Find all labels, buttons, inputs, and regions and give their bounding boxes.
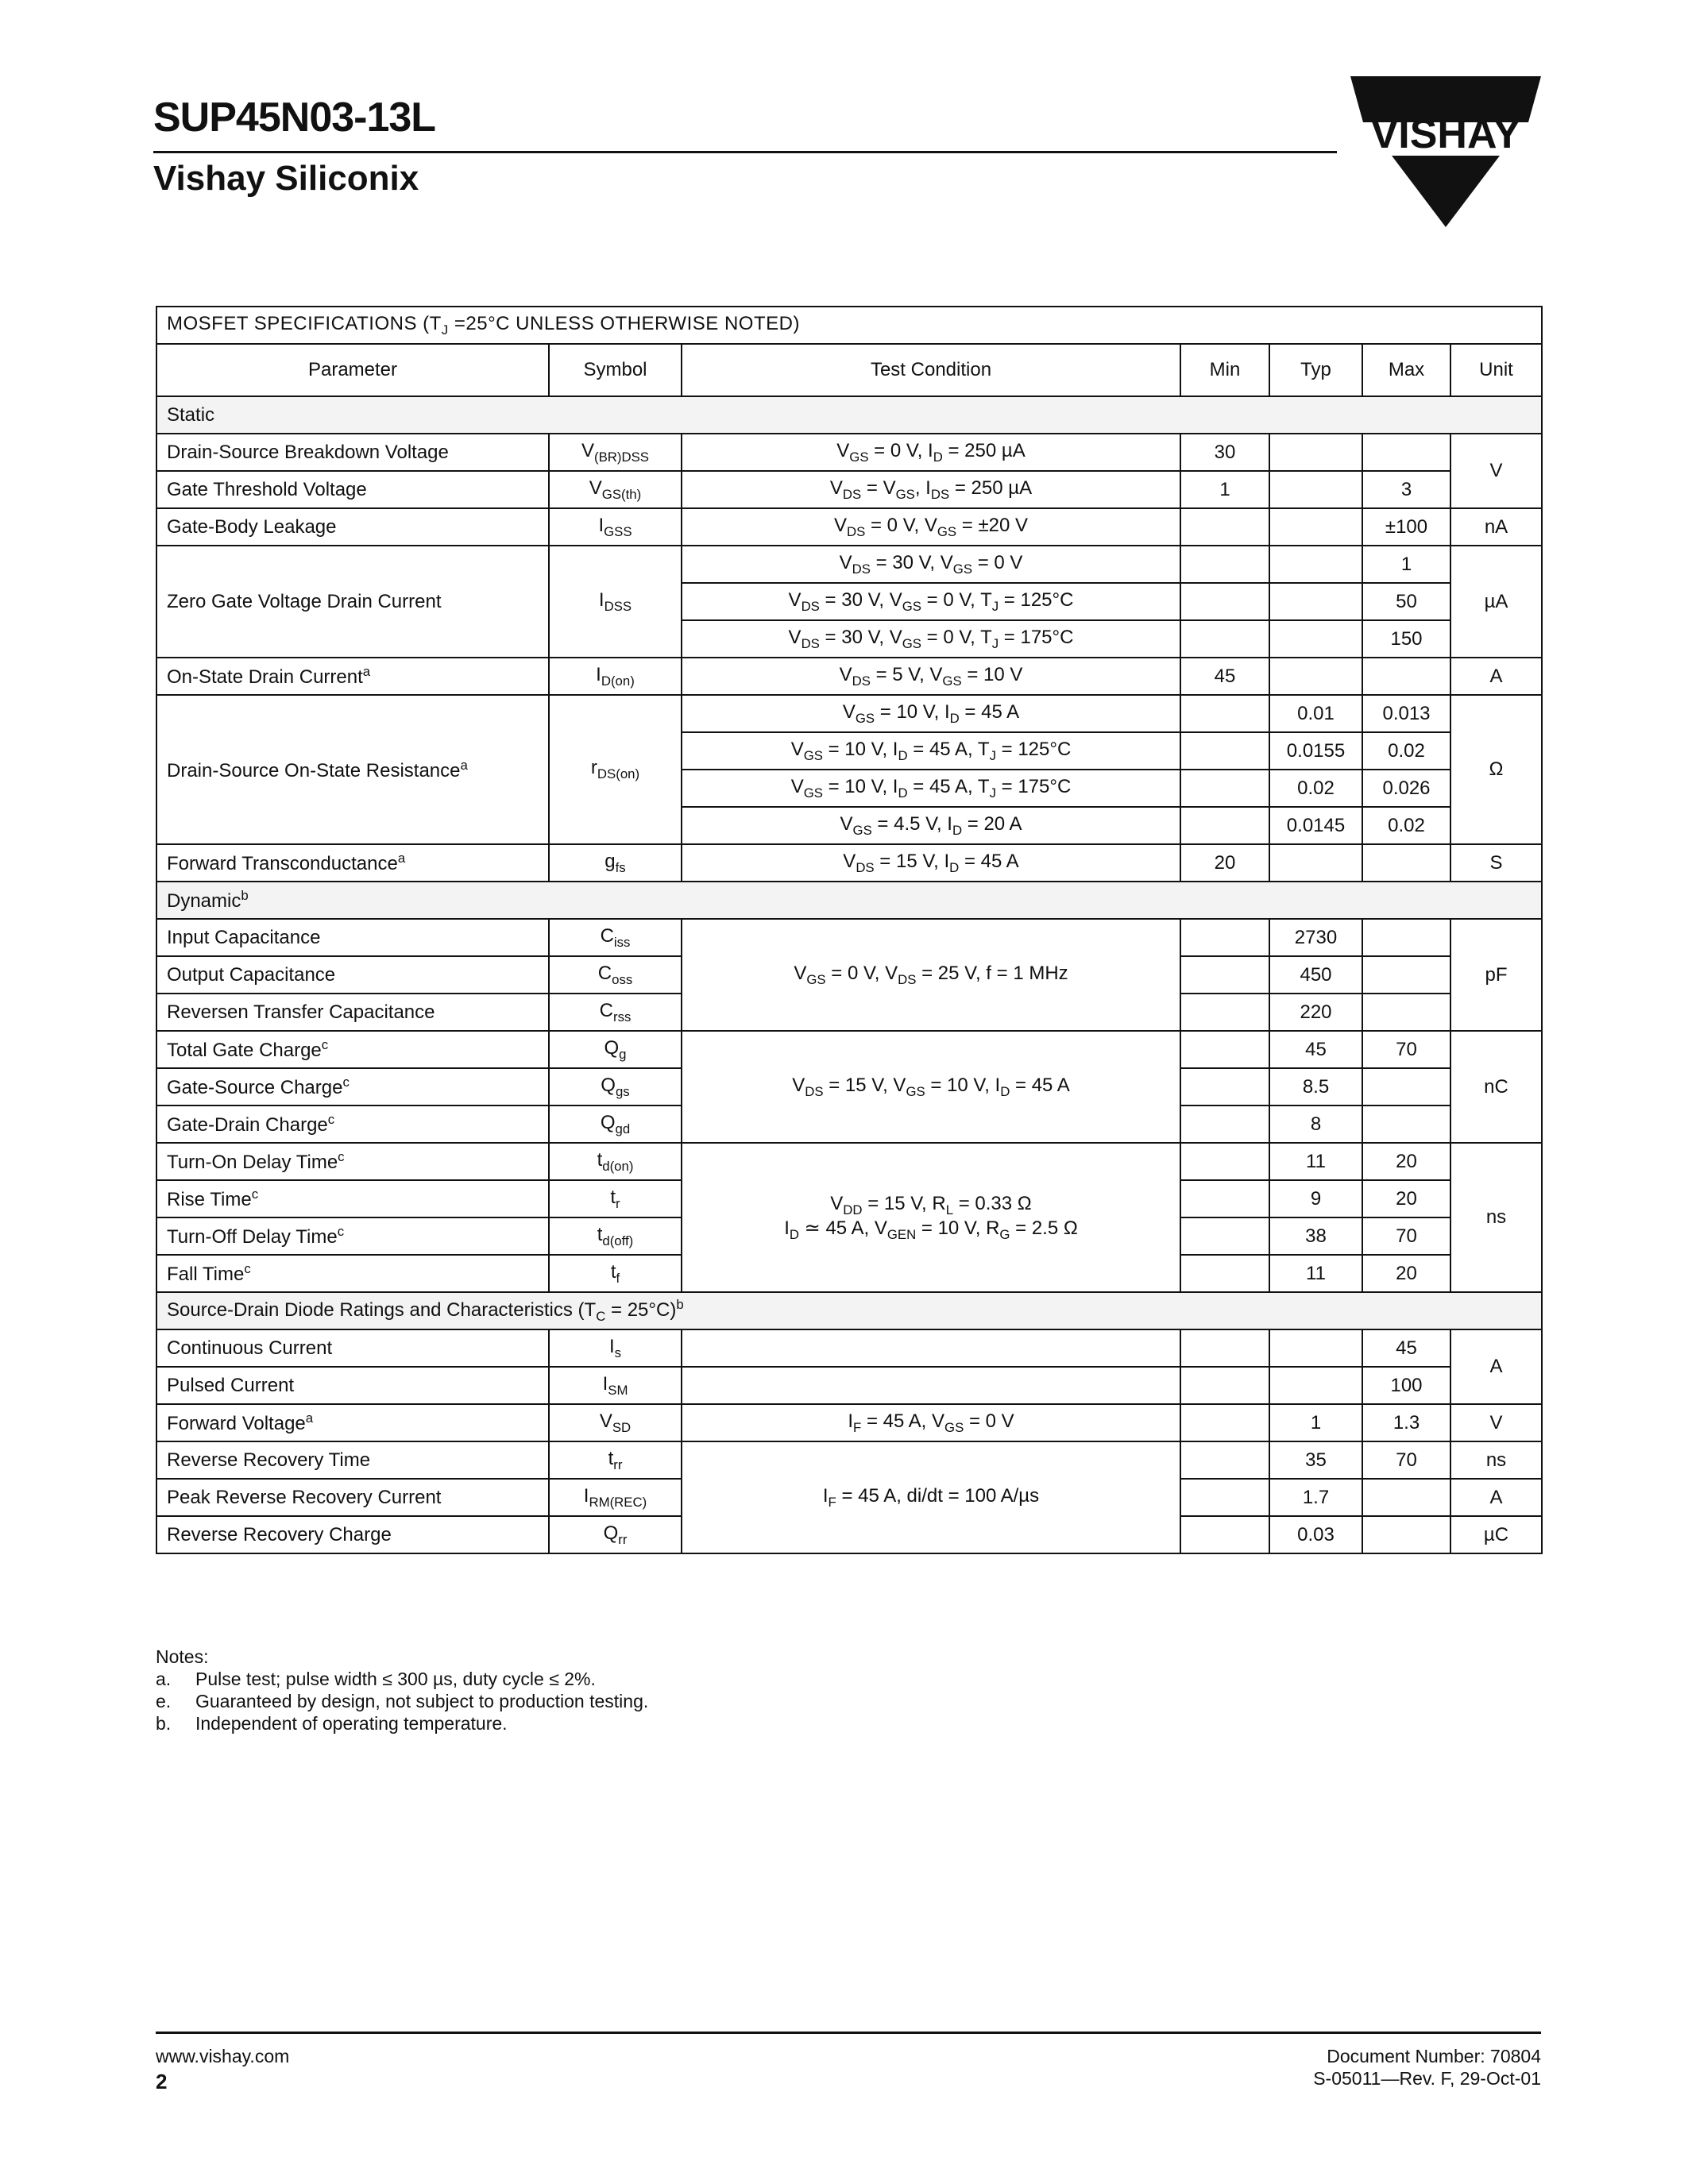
unit-cell: ns <box>1450 1143 1542 1292</box>
typ-cell: 0.0155 <box>1269 732 1362 770</box>
param-cell: Gate-Drain Charge$^c$ <box>156 1106 549 1143</box>
symbol-cell: $C_{rss}$ <box>549 994 682 1031</box>
param-cell: Input Capacitance <box>156 919 549 956</box>
notes-heading: Notes: <box>156 1646 209 1667</box>
min-cell <box>1180 508 1269 546</box>
vishay-logo-icon <box>1350 76 1541 227</box>
section-dynamic: Dynamic$^b$ <box>156 882 1542 919</box>
col-test-condition: Test Condition <box>682 344 1180 396</box>
condition-cell: $I_F = 45$ A, di/dt = 100 A/µs <box>682 1441 1180 1553</box>
max-cell <box>1362 658 1450 695</box>
max-cell: 0.026 <box>1362 770 1450 807</box>
min-cell <box>1180 770 1269 807</box>
typ-cell <box>1269 508 1362 546</box>
param-cell: Pulsed Current <box>156 1367 549 1404</box>
max-cell <box>1362 1106 1450 1143</box>
symbol-cell: $V_{GS(th)}$ <box>549 471 682 508</box>
condition-cell: $V_{GS} = 0$ V, $I_D = 250$ µA <box>682 434 1180 471</box>
param-cell: Drain-Source Breakdown Voltage <box>156 434 549 471</box>
max-cell: 0.02 <box>1362 732 1450 770</box>
typ-cell: 450 <box>1269 956 1362 994</box>
mosfet-spec-table <box>156 306 1543 1554</box>
param-cell: Reverse Recovery Charge <box>156 1516 549 1553</box>
param-cell: Rise Time$^c$ <box>156 1180 549 1217</box>
condition-cell: $V_{GS} = 0$ V, $V_{DS} = 25$ V, f = 1 MHz <box>682 919 1180 1031</box>
note-key: b. <box>156 1713 172 1734</box>
min-cell <box>1180 807 1269 844</box>
max-cell <box>1362 434 1450 471</box>
param-cell: Reverse Recovery Time <box>156 1441 549 1479</box>
max-cell: 20 <box>1362 1180 1450 1217</box>
col-max: Max <box>1362 344 1450 396</box>
max-cell <box>1362 994 1450 1031</box>
param-cell: Gate-Source Charge$^c$ <box>156 1068 549 1106</box>
table-row <box>156 844 1542 882</box>
typ-cell: 220 <box>1269 994 1362 1031</box>
max-cell: 0.013 <box>1362 695 1450 732</box>
symbol-cell: $V_{SD}$ <box>549 1404 682 1441</box>
unit-cell: pF <box>1450 919 1542 1031</box>
param-cell: Gate Threshold Voltage <box>156 471 549 508</box>
max-cell: 150 <box>1362 620 1450 658</box>
table-row <box>156 1404 1542 1441</box>
note-key: a. <box>156 1669 172 1689</box>
min-cell <box>1180 732 1269 770</box>
param-cell: Zero Gate Voltage Drain Current <box>156 546 549 658</box>
typ-cell: 0.03 <box>1269 1516 1362 1553</box>
unit-cell: A <box>1450 1479 1542 1516</box>
typ-cell <box>1269 583 1362 620</box>
note-item <box>156 1712 648 1734</box>
symbol-cell: $t_{d(on)}$ <box>549 1143 682 1180</box>
table-row <box>156 1143 1542 1180</box>
max-cell <box>1362 1068 1450 1106</box>
symbol-cell: $C_{iss}$ <box>549 919 682 956</box>
unit-cell: A <box>1450 658 1542 695</box>
symbol-cell: $t_r$ <box>549 1180 682 1217</box>
symbol-cell: $t_{d(off)}$ <box>549 1217 682 1255</box>
param-cell: Forward Transconductance$^a$ <box>156 844 549 882</box>
footer-rule <box>156 2032 1541 2034</box>
max-cell: 3 <box>1362 471 1450 508</box>
unit-cell: V <box>1450 1404 1542 1441</box>
unit-cell: S <box>1450 844 1542 882</box>
min-cell <box>1180 1180 1269 1217</box>
symbol-cell: $g_{fs}$ <box>549 844 682 882</box>
table-row <box>156 658 1542 695</box>
condition-cell: $V_{DS} = 15$ V, $V_{GS} = 10$ V, $I_D = 45$ A <box>682 1031 1180 1143</box>
table-row <box>156 1031 1542 1068</box>
symbol-cell: $I_{SM}$ <box>549 1367 682 1404</box>
footer-url[interactable]: www.vishay.com <box>156 2046 290 2066</box>
typ-cell: 1 <box>1269 1404 1362 1441</box>
max-cell: 100 <box>1362 1367 1450 1404</box>
typ-cell <box>1269 434 1362 471</box>
condition-cell <box>682 1367 1180 1404</box>
min-cell: 1 <box>1180 471 1269 508</box>
max-cell: 70 <box>1362 1031 1450 1068</box>
typ-cell <box>1269 546 1362 583</box>
typ-cell <box>1269 1367 1362 1404</box>
typ-cell: 9 <box>1269 1180 1362 1217</box>
condition-cell: $V_{GS} = 10$ V, $I_D = 45$ A, $T_J = 125^\circ C$ <box>682 732 1180 770</box>
param-cell: Drain-Source On-State Resistance$^a$ <box>156 695 549 844</box>
note-text: Pulse test; pulse width ≤ 300 µs, duty cycle ≤ 2%. <box>195 1669 596 1689</box>
max-cell: 0.02 <box>1362 807 1450 844</box>
company-name: Vishay Siliconix <box>153 159 419 198</box>
min-cell <box>1180 1255 1269 1292</box>
min-cell <box>1180 1143 1269 1180</box>
col-unit: Unit <box>1450 344 1542 396</box>
symbol-cell: $Q_g$ <box>549 1031 682 1068</box>
min-cell <box>1180 695 1269 732</box>
unit-cell: A <box>1450 1329 1542 1404</box>
max-cell <box>1362 844 1450 882</box>
symbol-cell: $I_s$ <box>549 1329 682 1367</box>
unit-cell: µC <box>1450 1516 1542 1553</box>
max-cell: 45 <box>1362 1329 1450 1367</box>
typ-cell: 35 <box>1269 1441 1362 1479</box>
unit-cell: nA <box>1450 508 1542 546</box>
param-cell: Peak Reverse Recovery Current <box>156 1479 549 1516</box>
param-cell: Fall Time$^c$ <box>156 1255 549 1292</box>
unit-cell: µA <box>1450 546 1542 658</box>
unit-cell: nC <box>1450 1031 1542 1143</box>
symbol-cell: $I_{GSS}$ <box>549 508 682 546</box>
typ-cell: 0.01 <box>1269 695 1362 732</box>
typ-cell: 11 <box>1269 1143 1362 1180</box>
min-cell <box>1180 1441 1269 1479</box>
table-row <box>156 508 1542 546</box>
max-cell: 70 <box>1362 1441 1450 1479</box>
typ-cell: 0.0145 <box>1269 807 1362 844</box>
min-cell <box>1180 546 1269 583</box>
condition-cell: $V_{DS} = 5$ V, $V_{GS} = 10$ V <box>682 658 1180 695</box>
param-cell: Reversen Transfer Capacitance <box>156 994 549 1031</box>
param-cell: Continuous Current <box>156 1329 549 1367</box>
min-cell: 45 <box>1180 658 1269 695</box>
max-cell: 20 <box>1362 1143 1450 1180</box>
table-row <box>156 1367 1542 1404</box>
param-cell: Turn-On Delay Time$^c$ <box>156 1143 549 1180</box>
min-cell <box>1180 1329 1269 1367</box>
typ-cell: 8.5 <box>1269 1068 1362 1106</box>
page-number: 2 <box>156 2070 168 2093</box>
min-cell <box>1180 1217 1269 1255</box>
typ-cell: 8 <box>1269 1106 1362 1143</box>
typ-cell: 38 <box>1269 1217 1362 1255</box>
table-row <box>156 1441 1542 1479</box>
part-number: SUP45N03-13L <box>153 95 436 141</box>
condition-cell: $V_{DS} = 30$ V, $V_{GS} = 0$ V, $T_J = 175^\circ C$ <box>682 620 1180 658</box>
note-item <box>156 1690 648 1712</box>
table-row <box>156 471 1542 508</box>
symbol-cell: $I_{D(on)}$ <box>549 658 682 695</box>
symbol-cell: $I_{RM(REC)}$ <box>549 1479 682 1516</box>
symbol-cell: $t_{rr}$ <box>549 1441 682 1479</box>
min-cell <box>1180 1031 1269 1068</box>
min-cell: 30 <box>1180 434 1269 471</box>
revision: S-05011—Rev. F, 29-Oct-01 <box>1313 2068 1541 2089</box>
max-cell: 1.3 <box>1362 1404 1450 1441</box>
max-cell <box>1362 1516 1450 1553</box>
col-typ: Typ <box>1269 344 1362 396</box>
max-cell: 1 <box>1362 546 1450 583</box>
typ-cell <box>1269 1329 1362 1367</box>
min-cell <box>1180 1068 1269 1106</box>
min-cell <box>1180 994 1269 1031</box>
header-rule <box>153 151 1337 153</box>
condition-cell: $V_{DD} = 15$ V, $R_L = 0.33$ Ω $I_D$ ≃ 45 A, $V_{GEN} = 10$ V, $R_G = 2.5$ Ω <box>682 1143 1180 1292</box>
param-cell: On-State Drain Current$^a$ <box>156 658 549 695</box>
symbol-cell: $I_{DSS}$ <box>549 546 682 658</box>
table-row <box>156 434 1542 471</box>
typ-cell <box>1269 620 1362 658</box>
logo-text: VISHAY <box>1370 111 1521 157</box>
section-static: Static <box>156 396 1542 434</box>
col-parameter: Parameter <box>156 344 549 396</box>
typ-cell <box>1269 844 1362 882</box>
symbol-cell: $V_{(BR)DSS}$ <box>549 434 682 471</box>
symbol-cell: $r_{DS(on)}$ <box>549 695 682 844</box>
table-row <box>156 546 1542 583</box>
typ-cell: 11 <box>1269 1255 1362 1292</box>
condition-cell: $V_{GS} = 4.5$ V, $I_D = 20$ A <box>682 807 1180 844</box>
min-cell <box>1180 956 1269 994</box>
max-cell: ±100 <box>1362 508 1450 546</box>
min-cell <box>1180 1404 1269 1441</box>
table-row <box>156 695 1542 732</box>
param-cell: Output Capacitance <box>156 956 549 994</box>
symbol-cell: $Q_{gs}$ <box>549 1068 682 1106</box>
symbol-cell: $t_f$ <box>549 1255 682 1292</box>
notes <box>156 1646 648 1734</box>
param-cell: Total Gate Charge$^c$ <box>156 1031 549 1068</box>
typ-cell <box>1269 658 1362 695</box>
col-symbol: Symbol <box>549 344 682 396</box>
min-cell <box>1180 1516 1269 1553</box>
table-row <box>156 919 1542 956</box>
unit-cell: ns <box>1450 1441 1542 1479</box>
section-diode: Source-Drain Diode Ratings and Characteristics $(T_C = 25^\circ C)^b$ <box>156 1292 1542 1329</box>
note-item <box>156 1668 648 1690</box>
symbol-cell: $Q_{rr}$ <box>549 1516 682 1553</box>
note-key: e. <box>156 1691 172 1711</box>
max-cell: 20 <box>1362 1255 1450 1292</box>
col-min: Min <box>1180 344 1269 396</box>
condition-cell: $V_{GS} = 10$ V, $I_D = 45$ A <box>682 695 1180 732</box>
typ-cell: 0.02 <box>1269 770 1362 807</box>
typ-cell: 45 <box>1269 1031 1362 1068</box>
note-text: Independent of operating temperature. <box>195 1713 508 1734</box>
condition-cell: $V_{DS} = 30$ V, $V_{GS} = 0$ V <box>682 546 1180 583</box>
symbol-cell: $C_{oss}$ <box>549 956 682 994</box>
table-row <box>156 1329 1542 1367</box>
min-cell <box>1180 1106 1269 1143</box>
max-cell <box>1362 956 1450 994</box>
min-cell <box>1180 1479 1269 1516</box>
condition-cell: $V_{GS} = 10$ V, $I_D = 45$ A, $T_J = 175^\circ C$ <box>682 770 1180 807</box>
condition-cell: $V_{DS} = 15$ V, $I_D = 45$ A <box>682 844 1180 882</box>
max-cell <box>1362 919 1450 956</box>
max-cell: 70 <box>1362 1217 1450 1255</box>
typ-cell: 1.7 <box>1269 1479 1362 1516</box>
max-cell: 50 <box>1362 583 1450 620</box>
min-cell <box>1180 620 1269 658</box>
symbol-cell: $Q_{gd}$ <box>549 1106 682 1143</box>
condition-cell: $V_{DS} = 30$ V, $V_{GS} = 0$ V, $T_J = 125^\circ C$ <box>682 583 1180 620</box>
min-cell: 20 <box>1180 844 1269 882</box>
table-title: MOSFET SPECIFICATIONS ($T_J =25^\circ C$ UNLESS OTHERWISE NOTED) <box>156 307 1542 344</box>
condition-cell <box>682 1329 1180 1367</box>
note-text: Guaranteed by design, not subject to production testing. <box>195 1691 649 1711</box>
min-cell <box>1180 919 1269 956</box>
param-cell: Gate-Body Leakage <box>156 508 549 546</box>
condition-cell: $I_F = 45$ A, $V_{GS} = 0$ V <box>682 1404 1180 1441</box>
unit-cell: V <box>1450 434 1542 508</box>
param-cell: Forward Voltage$^a$ <box>156 1404 549 1441</box>
max-cell <box>1362 1479 1450 1516</box>
document-number: Document Number: 70804 <box>1327 2046 1541 2066</box>
unit-cell: Ω <box>1450 695 1542 844</box>
min-cell <box>1180 1367 1269 1404</box>
min-cell <box>1180 583 1269 620</box>
condition-cell: $V_{DS} = 0$ V, $V_{GS} = \pm 20$ V <box>682 508 1180 546</box>
typ-cell <box>1269 471 1362 508</box>
typ-cell: 2730 <box>1269 919 1362 956</box>
param-cell: Turn-Off Delay Time$^c$ <box>156 1217 549 1255</box>
condition-cell: $V_{DS} = V_{GS}$, $I_{DS} = 250$ µA <box>682 471 1180 508</box>
